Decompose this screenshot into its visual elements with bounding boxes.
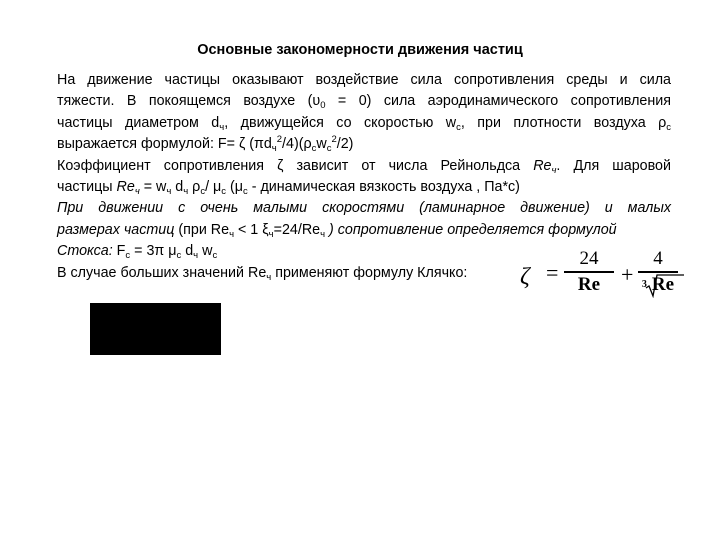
text-span: Стокса: [57, 243, 113, 260]
text-span: . Для шаровой [556, 157, 671, 174]
subscript: ч [271, 143, 277, 155]
text-span: w [198, 243, 213, 260]
subscript: ч [166, 185, 172, 197]
subscript: ч [193, 250, 199, 262]
text-span: d [181, 243, 194, 260]
subscript: с [666, 121, 671, 133]
subscript: с [456, 121, 461, 133]
fraction-4-cuberoot-re [638, 248, 678, 296]
text-span: , движущейся со скоростью w [224, 114, 457, 131]
plus-sign: + [621, 262, 634, 287]
superscript: 2 [331, 134, 337, 146]
text-span: = w [139, 178, 167, 195]
paragraph-line [57, 70, 671, 91]
text-span: (при Re [174, 221, 230, 238]
text-span: ρ [188, 178, 201, 195]
subscript: ч [229, 228, 235, 240]
slide-title: Основные закономерности движения частиц [197, 42, 523, 58]
text-span: = 3π μ [130, 243, 177, 260]
subscript: с [242, 185, 248, 197]
subscript: с [311, 143, 317, 155]
paragraph-line [57, 198, 671, 219]
fraction-24-re [564, 248, 614, 296]
text-span: Коэффициент сопротивления ζ зависит от числа Рейнольдса [57, 157, 534, 174]
subscript: ч [551, 164, 557, 176]
equals-sign: = [546, 260, 559, 285]
text-span: < 1 ξ [234, 221, 269, 238]
subscript: ч [320, 228, 326, 240]
paragraph-line [57, 91, 671, 112]
radical-sign-icon [641, 274, 684, 298]
text-span: тяжести. В покоящемся воздухе (υ [57, 93, 321, 110]
radicand: Re [651, 273, 675, 295]
numerator: 24 [579, 248, 599, 269]
subscript: с [212, 250, 218, 262]
text-span: выражается формулой: F= ζ (πd [57, 136, 272, 153]
subscript: ч [219, 121, 225, 133]
text-span: В случае больших значений Re [57, 264, 267, 281]
subscript: ч [266, 271, 272, 283]
text-span: (μ [226, 178, 243, 195]
denominator [638, 274, 678, 296]
subscript: с [221, 185, 226, 197]
subscript: с [200, 185, 206, 197]
text-span: частицы диаметром d [57, 114, 220, 131]
numerator: 4 [653, 248, 663, 269]
text-span: При движении с очень малыми скоростями (ламинарное движение) и малых [57, 200, 671, 217]
subscript: ч [268, 228, 274, 240]
paragraph-line [57, 156, 671, 177]
superscript: 2 [276, 134, 283, 146]
paragraph-line [57, 113, 671, 134]
text-span: ) сопротивление определяется формулой [325, 221, 617, 238]
subscript: с [326, 143, 332, 155]
klyachko-formula [520, 246, 675, 306]
text-span: /2) [336, 136, 354, 153]
text-span: F [112, 243, 126, 260]
text-span: На движение частицы оказывают воздействие сила сопротивления среды и сила [57, 72, 671, 88]
text-span: размерах частиц [57, 221, 175, 238]
text-span: w [316, 136, 327, 153]
text-span: Re [116, 178, 135, 195]
text-span: d [171, 178, 184, 195]
subscript: с [176, 250, 182, 262]
paragraph-line [57, 220, 671, 241]
paragraph-line [57, 134, 671, 155]
subscript: ч [134, 185, 140, 197]
text-span: =24/Re [273, 221, 321, 238]
fraction-bar [638, 271, 678, 273]
text-span: применяют формулу Клячко: [271, 264, 468, 281]
text-span: /4)(ρ [282, 136, 312, 153]
black-rectangle [90, 303, 221, 355]
paragraph-line [57, 177, 671, 198]
text-span: - динамическая вязкость воздуха , Па*с) [247, 178, 520, 195]
text-span: / μ [205, 178, 222, 195]
text-span: Re [533, 157, 552, 174]
root-index: 3 [641, 278, 647, 290]
subscript: 0 [320, 100, 326, 112]
cube-root [642, 274, 674, 296]
subscript: с [125, 250, 131, 262]
subscript: ч [183, 185, 189, 197]
text-span: = 0) сила аэродинамического сопротивления [325, 93, 671, 110]
text-span: частицы [57, 178, 117, 195]
zeta-symbol: ζ [520, 264, 530, 290]
denominator: Re [577, 273, 601, 295]
fraction-bar [564, 271, 614, 273]
text-span: , при плотности воздуха ρ [460, 114, 667, 131]
